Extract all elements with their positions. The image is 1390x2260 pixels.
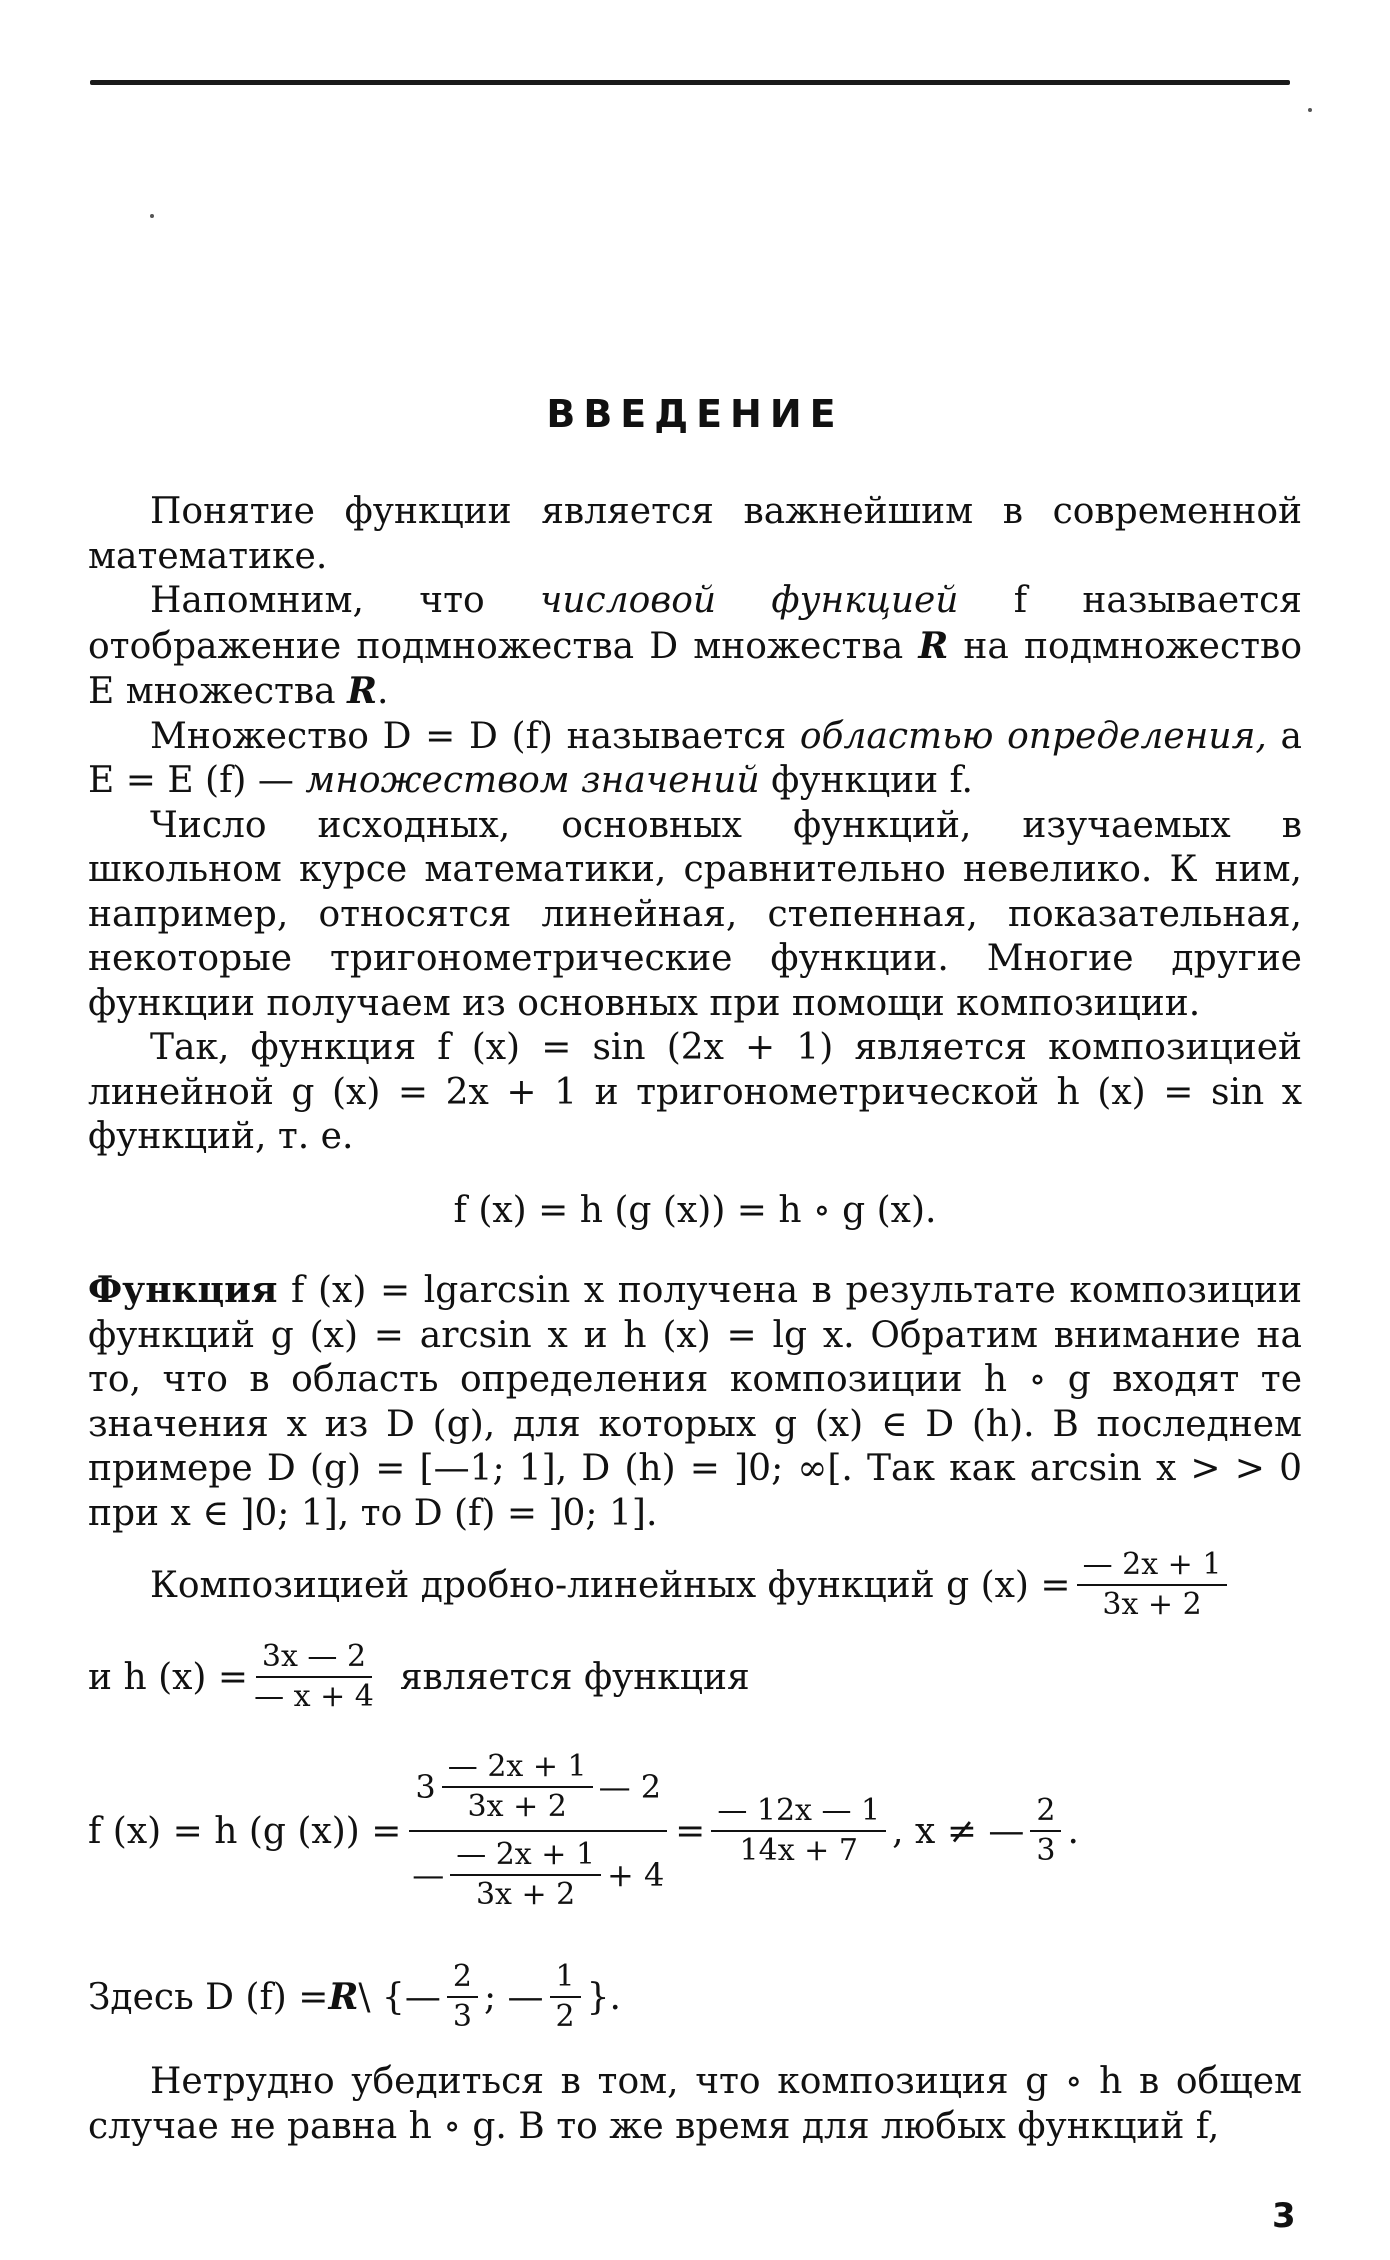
paragraph-2: Напомним, что числовой функцией f называется отображение подмножества D множества R на подмножество E множества R.: [88, 580, 1302, 712]
paragraph-1: Понятие функции является важнейшим в современной математике.: [88, 491, 1302, 577]
formula-composition: f (x) = h (g (x)) = h ∘ g (x).: [453, 1190, 937, 1231]
body-text-middle: [88, 1268, 1302, 1536]
body-text-lower: [88, 2060, 1302, 2149]
paragraph-3: Множество D = D (f) называется областью определения, а E = E (f) — множеством значений функции f.: [88, 715, 1302, 801]
fraction-g: $\frac{— 2x + 1}{3x + 2}$: [1077, 1548, 1228, 1622]
page-title: ВВЕДЕНИЕ: [546, 392, 844, 436]
paragraph-4: Число исходных, основных функций, изучаемых в школьном курсе математики, сравнительно невелико. К ним, например, относятся линейная, степенная, показательная, некоторые тригонометрические функции. Многие другие функции получаем из основных при помощи композиции.: [88, 804, 1302, 1024]
formula-fh: f (x) = h (g (x)) = 3 $\frac{— 2x + 1}{3x + 2}$ — 2 — $\frac{— 2x + 1}{3x + 2}$ + 4 = $\frac{— 12x — 1}{14x + 7}$ , x ≠ — $\frac{2}{3}$ .: [88, 1749, 1079, 1912]
top-rule: [90, 80, 1290, 85]
fraction-h: $\frac{3x — 2}{— x + 4}$: [254, 1639, 374, 1714]
compound-fraction: 3 $\frac{— 2x + 1}{3x + 2}$ — 2 — $\frac{— 2x + 1}{3x + 2}$ + 4: [409, 1750, 667, 1912]
body-text-upper: [88, 490, 1302, 1160]
paragraph-6: Функция f (x) = lgarcsin x получена в результате композиции функций g (x) = arcsin x и h (x) = lg x. Обратим внимание на то, что в область определения композиции h ∘ g входят те значения x из D (g), для которых g (x) ∈ D (h). В последнем примере D (g) = [—1; 1], D (h) = ]0; ∞[. Так как arcsin x > > 0 при x ∈ ]0; 1], то D (f) = ]0; 1].: [88, 1269, 1302, 1534]
paragraph-5: Так, функция f (x) = sin (2x + 1) является композицией линейной g (x) = 2x + 1 и тригонометрической h (x) = sin x функций, т. е.: [88, 1027, 1302, 1157]
speck: [150, 214, 154, 218]
page-number: 3: [1272, 2196, 1296, 2236]
result-fraction: $\frac{— 12x — 1}{14x + 7}$: [711, 1794, 886, 1868]
speck: [1308, 108, 1312, 112]
paragraph-10: Нетрудно убедиться в том, что композиция g ∘ h в общем случае не равна h ∘ g. В то же время для любых функций f,: [88, 2061, 1302, 2147]
paragraph-8: и h (x) = $\frac{3x — 2}{— x + 4}$ является функция: [88, 1639, 750, 1714]
paragraph-7: Композицией дробно-линейных функций g (x) = $\frac{— 2x + 1}{3x + 2}$: [88, 1548, 1302, 1622]
paragraph-9: Здесь D (f) = R \ {— $\frac{2}{3}$ ; — $\frac{1}{2}$ }.: [88, 1959, 621, 2034]
